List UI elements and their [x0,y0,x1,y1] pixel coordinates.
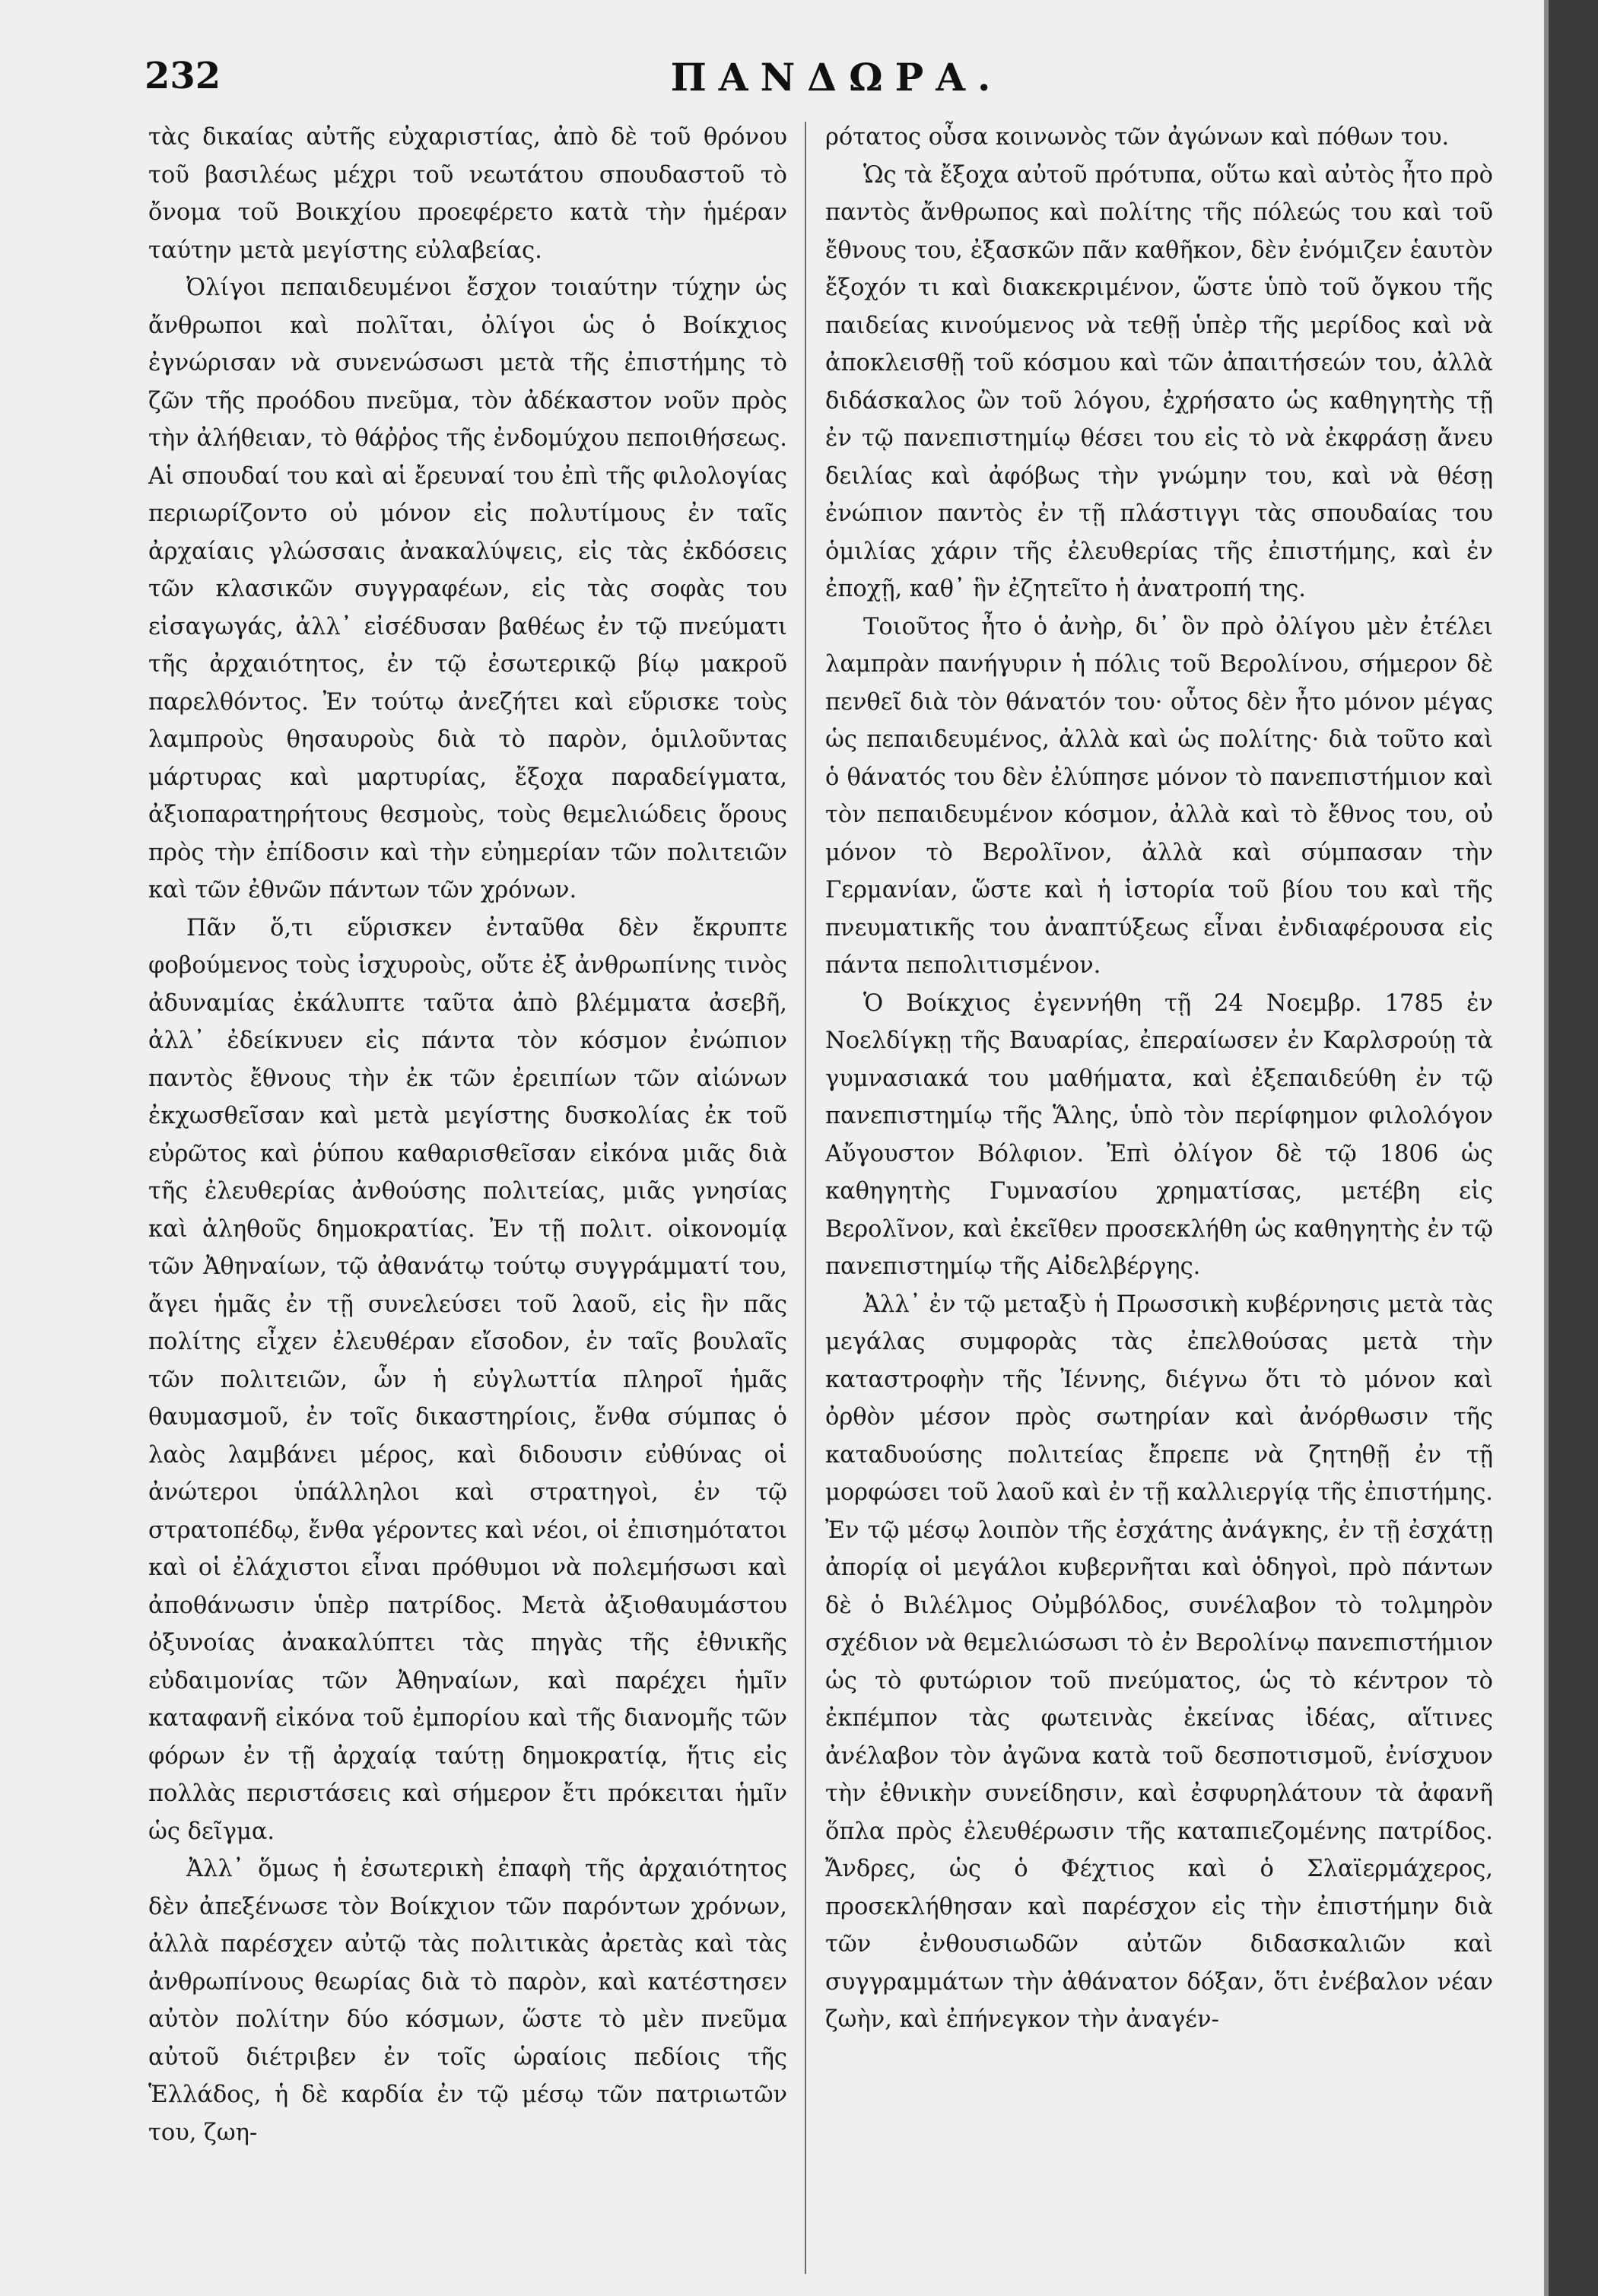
paragraph: ρότατος οὖσα κοινωνὸς τῶν ἀγώνων καὶ πόθων του. [825,124,1450,151]
paragraph: Τοιοῦτος ἦτο ὁ ἀνὴρ, δι᾿ ὃν πρὸ ὀλίγου μὲν ἐτέλει λαμπρὰν πανήγυριν ἡ πόλις τοῦ Βερολίνου, σήμερον δὲ πενθεῖ διὰ τὸν θάνατόν του· οὗτος δὲν ἦτο μόνον μέγας ὡς πεπαιδευμένος, ἀλλὰ καὶ ὡς πολίτης· διὰ τοῦτο καὶ ὁ θάνατός του δὲν ἐλύπησε μόνον τὸ πανεπιστήμιον καὶ τὸν πεπαιδευμένον κόσμον, ἀλλὰ καὶ τὸ ἔθνος του, οὐ μόνον τὸ Βερολῖνον, ἀλλὰ καὶ σύμπασαν τὴν Γερμανίαν, ὥστε καὶ ἡ ἱστορία τοῦ βίου του καὶ τῆς πνευματικῆς του ἀναπτύξεως εἶναι ἐνδιαφέρουσα εἰς πάντα πεπολιτισμένον. [825,613,1493,979]
paragraph: Ὡς τὰ ἔξοχα αὐτοῦ πρότυπα, οὕτω καὶ αὐτὸς ἦτο πρὸ παντὸς ἄνθρωπος καὶ πολίτης τῆς πόλεώς του καὶ τοῦ ἔθνους του, ἐξασκῶν πᾶν καθῆκον, δὲν ἐνόμιζεν ἑαυτὸν ἔξοχόν τι καὶ διακεκριμένον, ὥστε ὑπὸ τοῦ ὄγκου τῆς παιδείας κινούμενος νὰ τεθῇ ὑπὲρ τῆς μερίδος καὶ νὰ ἀποκλεισθῇ τοῦ κόσμου καὶ τῶν ἀπαιτήσεών του, ἀλλὰ διδάσκαλος ὢν τοῦ λόγου, ἐχρήσατο ὡς καθηγητὴς τῇ ἐν τῷ πανεπιστημίῳ θέσει του εἰς τὸ νὰ ἐκφράσῃ ἄνευ δειλίας καὶ ἀφόβως τὴν γνώμην του, καὶ νὰ θέσῃ ἐνώπιον παντὸς ἐν τῇ πλάστιγγι τὰς σπουδαίας του ὁμιλίας χάριν τῆς ἐλευθερίας τῆς ἐπιστήμης, καὶ ἐν ἐποχῇ, καθ᾿ ἣν ἐζητεῖτο ἡ ἀνατροπή της. [825,161,1493,602]
paragraph: Ὀλίγοι πεπαιδευμένοι ἔσχον τοιαύτην τύχην ὡς ἄνθρωποι καὶ πολῖται, ὀλίγοι ὡς ὁ Βοίκχιος ἐγνώρισαν νὰ συνενώσωσι μετὰ τῆς ἐπιστήμης τὸ ζῶν τῆς προόδου πνεῦμα, τὸν ἀδέκαστον νοῦν πρὸς τὴν ἀλήθειαν, τὸ θάῤῥος τῆς ἐνδομύχου πεποιθήσεως. Αἱ σπουδαί του καὶ αἱ ἔρευναί του ἐπὶ τῆς φιλολογίας περιωρίζοντο οὐ μόνον εἰς πολυτίμους ἐν ταῖς ἀρχαίαις γλώσσαις ἀνακαλύψεις, εἰς τὰς ἐκδόσεις τῶν κλασικῶν συγγραφέων, εἰς τὰς σοφὰς του εἰσαγωγάς, ἀλλ᾿ εἰσέδυσαν βαθέως ἐν τῷ πνεύματι τῆς ἀρχαιότητος, ἐν τῷ ἐσωτερικῷ βίῳ μακροῦ παρελθόντος. Ἐν τούτῳ ἀνεζήτει καὶ εὕρισκε τοὺς λαμπροὺς θησαυροὺς διὰ τὸ παρὸν, ὁμιλοῦντας μάρτυρας καὶ μαρτυρίας, ἔξοχα παραδείγματα, ἀξιοπαρατηρήτους θεσμοὺς, τοὺς θεμελιώδεις ὅρους πρὸς τὴν ἐπίδοσιν καὶ τὴν εὐημερίαν τῶν πολιτειῶν καὶ τῶν ἐθνῶν πάντων τῶν χρόνων. [148,275,787,903]
page-header [145,55,1529,116]
paragraph: Ὁ Βοίκχιος ἐγεννήθη τῇ 24 Νοεμβρ. 1785 ἐν Νοελδίγκῃ τῆς Βαυαρίας, ἐπεραίωσεν ἐν Καρλσρούῃ τὰ γυμνασιακά του μαθήματα, καὶ ἐξεπαιδεύθη ἐν τῷ πανεπιστημίῳ τῆς Ἅλης, ὑπὸ τὸν περίφημον φιλολόγον Αὔγουστον Βόλφιον. Ἐπὶ ὀλίγον δὲ τῷ 1806 ὡς καθηγητὴς Γυμνασίου χρηματίσας, μετέβη εἰς Βερολῖνον, καὶ ἐκεῖθεν προσεκλήθη ὡς καθηγητὴς ἐν τῷ πανεπιστημίῳ τῆς Αἰδελβέργης. [825,989,1493,1280]
right-column [825,119,1493,2039]
paragraph: Ἀλλ᾿ ὅμως ἡ ἐσωτερικὴ ἐπαφὴ τῆς ἀρχαιότητος δὲν ἀπεξένωσε τὸν Βοίκχιον τῶν παρόντων χρόνων, ἀλλὰ παρέσχεν αὐτῷ τὰς πολιτικὰς ἀρετὰς καὶ τὰς ἀνθρωπίνους θεωρίας διὰ τὸ παρὸν, καὶ κατέστησεν αὐτὸν πολίτην δύο κόσμων, ὥστε τὸ μὲν πνεῦμα αὐτοῦ διέτριβεν ἐν τοῖς ὡραίοις πεδίοις τῆς Ἑλλάδος, ἡ δὲ καρδία ἐν τῷ μέσῳ τῶν πατριωτῶν του, ζωη- [148,1856,787,2146]
page-number: 232 [145,55,221,97]
paragraph: Ἀλλ᾿ ἐν τῷ μεταξὺ ἡ Πρωσσικὴ κυβέρνησις μετὰ τὰς μεγάλας συμφορὰς τὰς ἐπελθούσας μετὰ τὴν καταστροφὴν τῆς Ἰέννης, διέγνω ὅτι τὸ μόνον καὶ ὀρθὸν μέσον πρὸς σωτηρίαν καὶ ἀνόρθωσιν τῆς καταδυούσης πολιτείας ἔπρεπε νὰ ζητηθῇ ἐν τῇ μορφώσει τοῦ λαοῦ καὶ ἐν τῇ καλλιεργίᾳ τῆς ἐπιστήμης. Ἐν τῷ μέσῳ λοιπὸν τῆς ἐσχάτης ἀνάγκης, ἐν τῇ ἐσχάτῃ ἀπορίᾳ οἱ μεγάλοι κυβερνῆται καὶ ὁδηγοὶ, πρὸ πάντων δὲ ὁ Βιλέλμος Οὐμβόλδος, συνέλαβον τὸ τολμηρὸν σχέδιον νὰ θεμελιώσωσι τὸ ἐν Βερολίνῳ πανεπιστήμιον ὡς τὸ φυτώριον τοῦ πνεύματος, ὡς τὸ κέντρον τὸ ἐκπέμπον τὰς φωτεινὰς ἐκείνας ἰδέας, αἵτινες ἀνέλαβον τὸν ἀγῶνα κατὰ τοῦ δεσποτισμοῦ, ἐνίσχυον τὴν ἐθνικὴν συνείδησιν, καὶ ἐσφυρηλάτουν τὰ ἀφανῆ ὅπλα πρὸς ἐλευθέρωσιν τῆς καταπιεζομένης πατρίδος. Ἄνδρες, ὡς ὁ Φέχτιος καὶ ὁ Σλαϊερμάχερος, προσεκλήθησαν καὶ παρέσχον εἰς τὴν ἐπιστήμην διὰ τῶν ἐνθουσιωδῶν αὐτῶν διδασκαλιῶν καὶ συγγραμμάτων τὴν ἀθάνατον δόξαν, ὅτι ἐνέβαλον νέαν ζωὴν, καὶ ἐπήνεγκον τὴν ἀναγέν- [825,1291,1493,2033]
book-binding [1549,0,1598,2296]
paragraph: τὰς δικαίας αὐτῆς εὐχαριστίας, ἀπὸ δὲ τοῦ θρόνου τοῦ βασιλέως μέχρι τοῦ νεωτάτου σπουδαστοῦ τὸ ὄνομα τοῦ Βοικχίου προεφέρετο κατὰ τὴν ἡμέραν ταύτην μετὰ μεγίστης εὐλαβείας. [148,124,787,264]
running-title: ΠΑΝΔΩΡΑ. [670,55,1003,100]
paragraph: Πᾶν ὅ,τι εὕρισκεν ἐνταῦθα δὲν ἔκρυπτε φοβούμενος τοὺς ἰσχυροὺς, οὔτε ἐξ ἀνθρωπίνης τινὸς ἀδυναμίας ἐκάλυπτε ταῦτα ἀπὸ βλέμματα ἀσεβῆ, ἀλλ᾿ ἐδείκνυεν εἰς πάντα τὸν κόσμον ἐνώπιον παντὸς ἔθνους τὴν ἐκ τῶν ἐρειπίων τῶν αἰώνων ἐκχωσθεῖσαν καὶ μετὰ μεγίστης δυσκολίας ἐκ τοῦ εὐρῶτος καὶ ῥύπου καθαρισθεῖσαν εἰκόνα μιᾶς διὰ τῆς ἐλευθερίας ἀνθούσης πολιτείας, μιᾶς γνησίας καὶ ἀληθοῦς δημοκρατίας. Ἐν τῇ πολιτ. οἰκονομίᾳ τῶν Ἀθηναίων, τῷ ἀθανάτῳ τούτῳ συγγράμματί του, ἄγει ἡμᾶς ἐν τῇ συνελεύσει τοῦ λαοῦ, εἰς ἣν πᾶς πολίτης εἶχεν ἐλευθέραν εἴσοδον, ἐν ταῖς βουλαῖς τῶν πολιτειῶν, ὧν ἡ εὐγλωττία πληροῖ ἡμᾶς θαυμασμοῦ, ἐν τοῖς δικαστηρίοις, ἔνθα σύμπας ὁ λαὸς λαμβάνει μέρος, καὶ διδουσιν εὐθύνας οἱ ἀνώτεροι ὑπάλληλοι καὶ στρατηγοὶ, ἐν τῷ στρατοπέδῳ, ἔνθα γέροντες καὶ νέοι, οἱ ἐπισημότατοι καὶ οἱ ἐλάχιστοι εἶναι πρόθυμοι νὰ πολεμήσωσι καὶ ἀποθάνωσιν ὑπὲρ πατρίδος. Μετὰ ἀξιοθαυμάστου ὀξυνοίας ἀνακαλύπτει τὰς πηγὰς τῆς ἐθνικῆς εὐδαιμονίας τῶν Ἀθηναίων, καὶ παρέχει ἡμῖν καταφανῆ εἰκόνα τοῦ ἐμπορίου καὶ τῆς διανομῆς τῶν φόρων ἐν τῇ ἀρχαίᾳ ταύτῃ δημοκρατίᾳ, ἥτις εἰς πολλὰς περιστάσεις καὶ σήμερον ἔτι πρόκειται ἡμῖν ὡς δεῖγμα. [148,914,787,1845]
column-divider [805,122,806,2274]
left-column [148,119,787,2152]
